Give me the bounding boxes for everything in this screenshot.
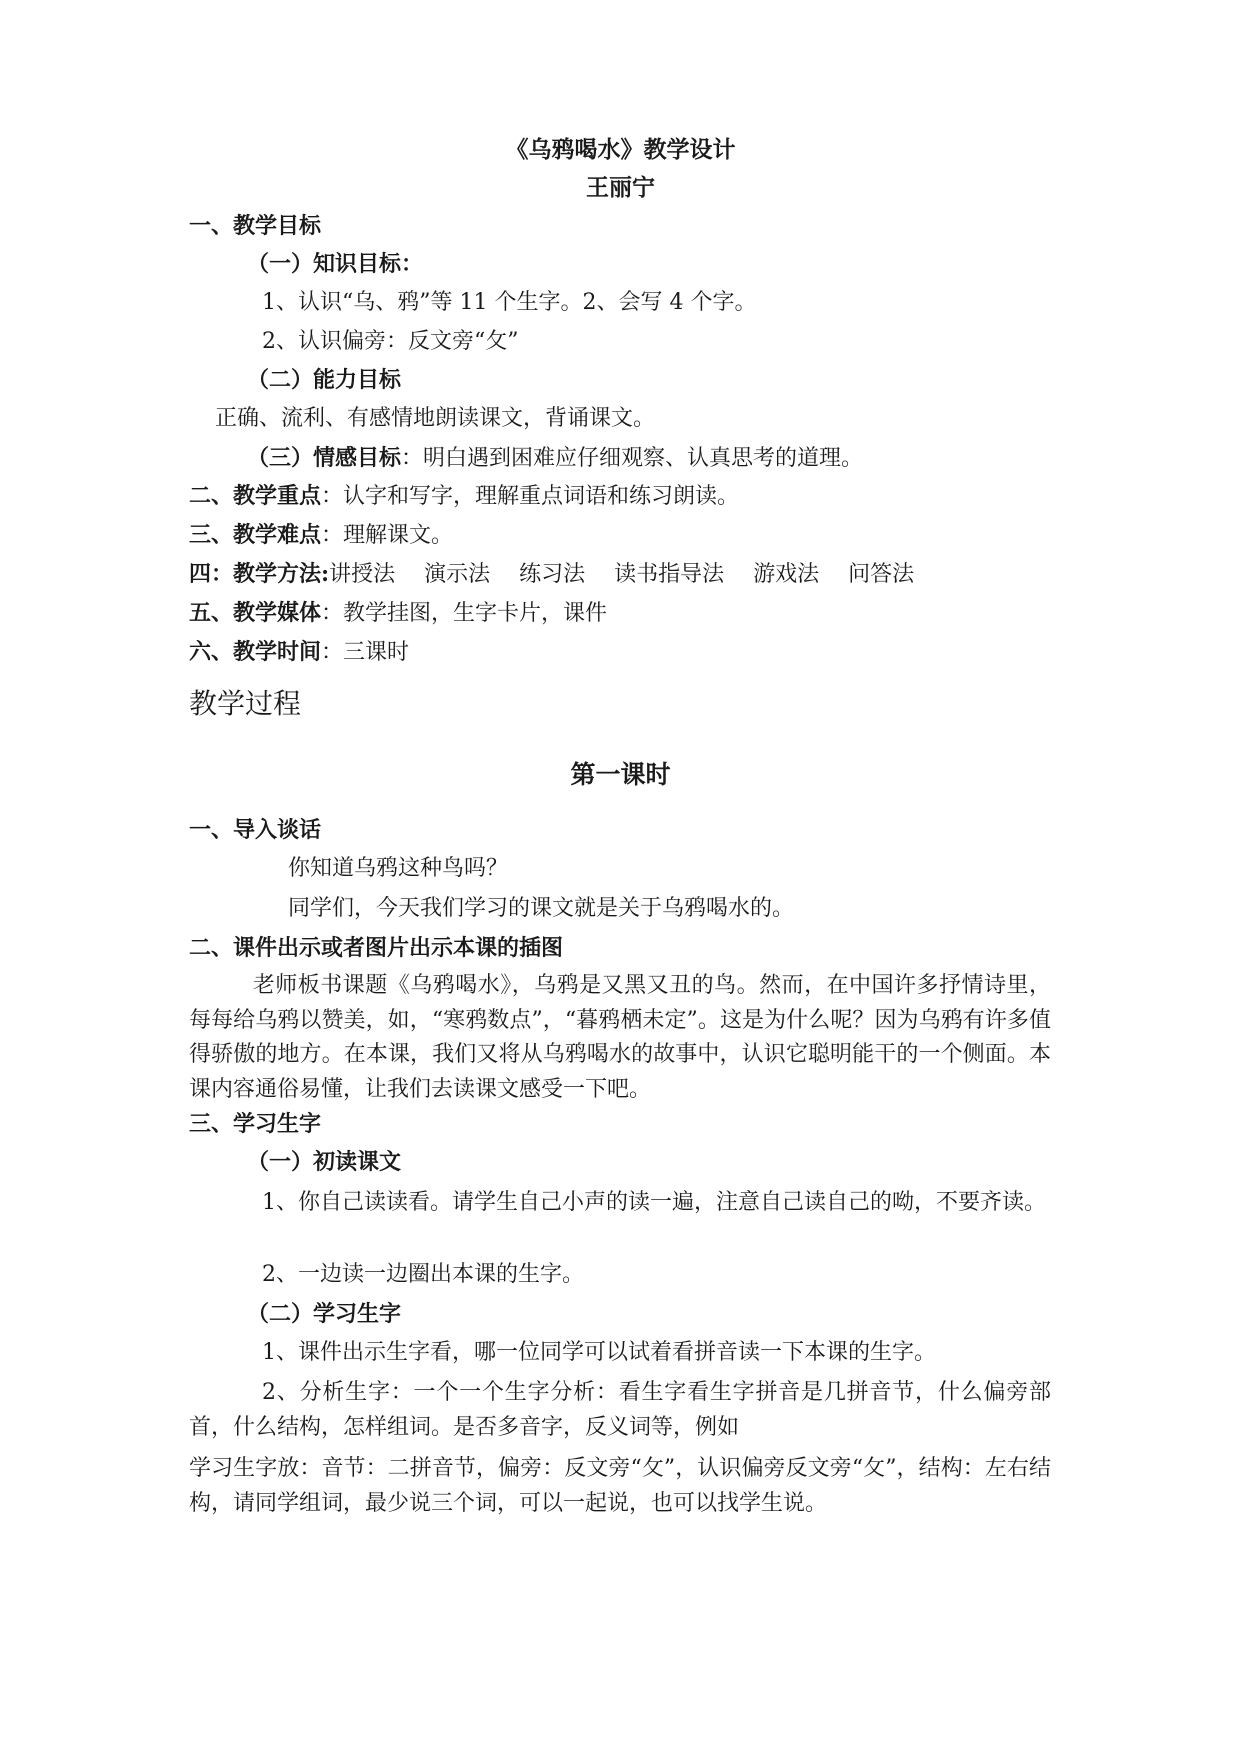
sub2-item-2: 2、分析生字：一个一个生字分析：看生字看生字拼音是几拼音节，什么偏旁部首，什么结构，怎样组词。是否多音字，反义词等，例如 bbox=[189, 1380, 1051, 1440]
knowledge-item-2: 2、认识偏旁：反文旁“攵” bbox=[262, 329, 519, 354]
document-author: 王丽宁 bbox=[586, 174, 655, 201]
emotion-line bbox=[247, 442, 863, 475]
info-text: ：教学挂图，生字卡片，课件 bbox=[321, 601, 608, 626]
ability-text: 正确、流利、有感情地朗读课文，背诵课文。 bbox=[215, 406, 656, 431]
info-label: 四：教学方法: bbox=[189, 561, 330, 587]
info-text: ：三课时 bbox=[321, 640, 410, 665]
emotion-text: ：明白遇到困难应仔细观察、认真思考的道理。 bbox=[401, 446, 864, 471]
info-text: ：认字和写字，理解重点词语和练习朗读。 bbox=[321, 484, 740, 509]
info-time bbox=[189, 636, 409, 669]
info-label: 六、教学时间 bbox=[189, 639, 322, 665]
lesson-heading: 第一课时 bbox=[570, 760, 671, 789]
knowledge-heading: （一）知识目标： bbox=[247, 251, 424, 277]
emotion-heading: （三）情感目标 bbox=[247, 445, 402, 471]
section2-heading: 二、课件出示或者图片出示本课的插图 bbox=[189, 935, 564, 961]
sub2-item-1: 1、课件出示生字看，哪一位同学可以试着看拼音读一下本课的生字。 bbox=[262, 1340, 936, 1365]
sub1-item-1: 1、你自己读读看。请学生自己小声的读一遍，注意自己读自己的呦，不要齐读。 bbox=[262, 1190, 1046, 1215]
info-media bbox=[189, 597, 607, 630]
section2-paragraph: 老师板书课题《乌鸦喝水》，乌鸦是又黑又丑的鸟。然而，在中国许多抒情诗里，每每给乌鸦以赞美，如，“寒鸦数点”，“暮鸦栖未定”。这是为什么呢？因为乌鸦有许多值得骄傲的地方。在本课，我们又将从乌鸦喝水的故事中，认识它聪明能干的一个侧面。本课内容通俗易懂，让我们去读课文感受一下吧。 bbox=[189, 973, 1051, 1102]
section1-line-2: 同学们，今天我们学习的课文就是关于乌鸦喝水的。 bbox=[288, 896, 795, 921]
sub1-heading: （一）初读课文 bbox=[247, 1149, 402, 1175]
sub2-heading: （二）学习生字 bbox=[247, 1301, 402, 1327]
info-label: 二、教学重点 bbox=[189, 483, 322, 509]
info-key-points bbox=[189, 480, 739, 513]
info-methods bbox=[189, 558, 914, 591]
ability-heading: （二）能力目标 bbox=[247, 367, 402, 393]
section1-heading: 一、导入谈话 bbox=[189, 817, 322, 843]
info-text: ：理解课文。 bbox=[321, 523, 454, 548]
objectives-heading: 一、教学目标 bbox=[189, 213, 322, 239]
section1-line-1: 你知道乌鸦这种鸟吗？ bbox=[288, 856, 509, 881]
info-difficulty bbox=[189, 519, 453, 552]
sub1-item-2: 2、一边读一边圈出本课的生字。 bbox=[262, 1262, 584, 1287]
info-label: 五、教学媒体 bbox=[189, 600, 322, 626]
process-heading: 教学过程 bbox=[189, 687, 302, 720]
sub2-item-3: 学习生字放：音节：二拼音节，偏旁：反文旁“攵”，认识偏旁反文旁“攵”，结构：左右结构，请同学组词，最少说三个词，可以一起说，也可以找学生说。 bbox=[189, 1456, 1051, 1516]
info-text: 讲授法 演示法 练习法 读书指导法 游戏法 问答法 bbox=[329, 562, 915, 587]
document-title: 《乌鸦喝水》教学设计 bbox=[505, 136, 736, 163]
knowledge-item-1: 1、认识“乌、鸦”等 11 个生字。2、会写 4 个字。 bbox=[262, 290, 757, 315]
section3-heading: 三、学习生字 bbox=[189, 1111, 322, 1137]
info-label: 三、教学难点 bbox=[189, 522, 322, 548]
